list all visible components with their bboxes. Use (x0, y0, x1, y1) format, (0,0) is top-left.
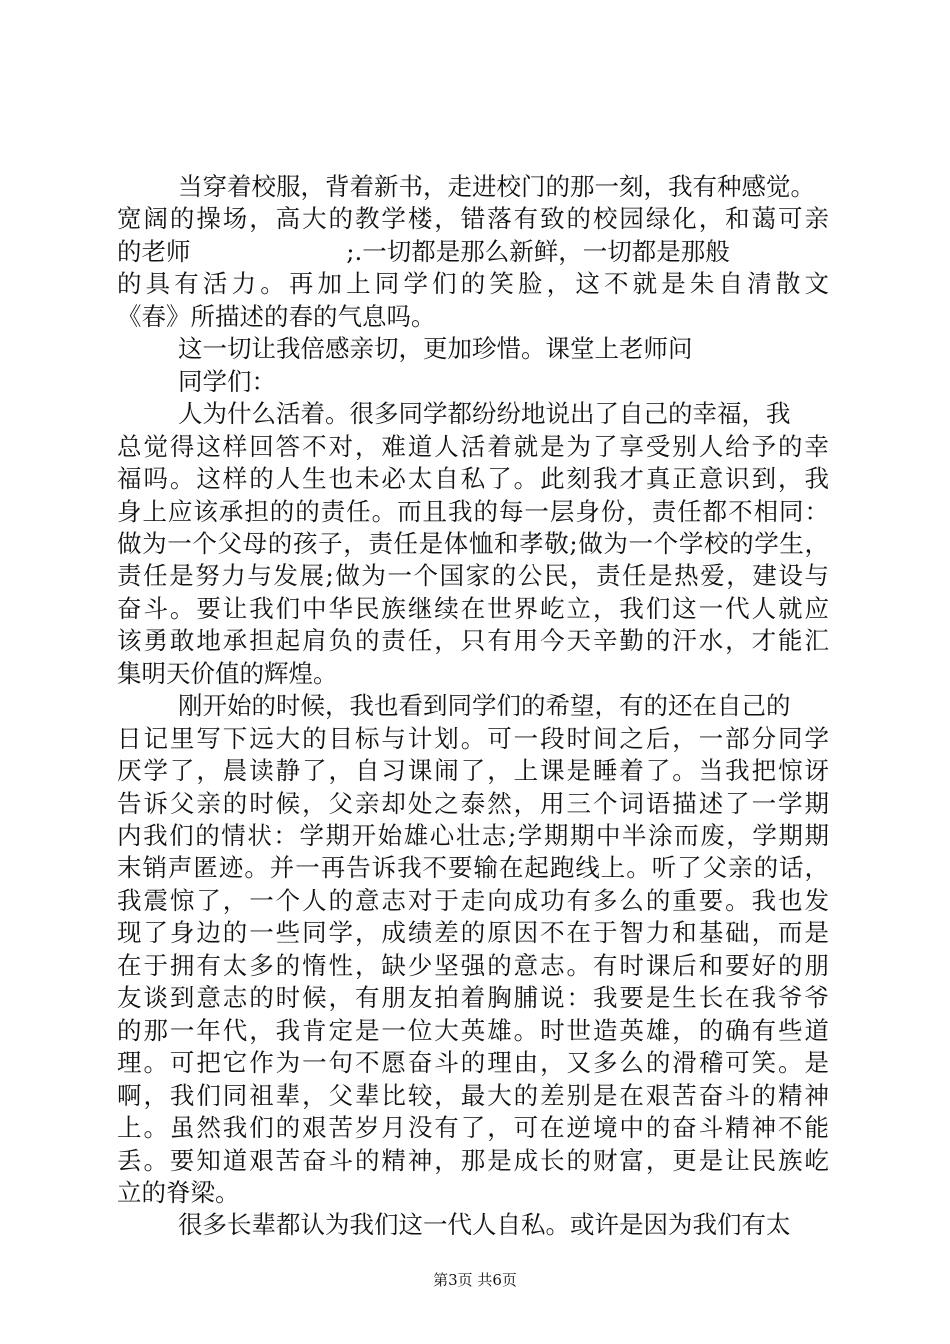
text-line: 宽阔的操场，高大的教学楼，错落有致的校园绿化，和蔼可亲 (117, 204, 829, 234)
text-line: 厌学了，晨读静了，自习课闹了，上课是睡着了。当我把惊讶 (117, 756, 829, 786)
text-line: 责任是努力与发展;做为一个国家的公民，责任是热爱，建设与 (117, 561, 829, 591)
text-line: 的那一年代，我肯定是一位大英雄。时世造英雄，的确有些道 (117, 1015, 829, 1045)
text-line: 啊，我们同祖辈，父辈比较，最大的差别是在艰苦奋斗的精神 (117, 1080, 829, 1110)
text-line: 福吗。这样的人生也未必太自私了。此刻我才真正意识到，我 (117, 464, 829, 494)
text-line: 奋斗。要让我们中华民族继续在世界屹立，我们这一代人就应 (117, 593, 829, 623)
text-line: 理。可把它作为一句不愿奋斗的理由，又多么的滑稽可笑。是 (117, 1048, 829, 1078)
text-line: 人为什么活着。很多同学都纷纷地说出了自己的幸福，我 (178, 399, 791, 429)
text-line: 刚开始的时候，我也看到同学们的希望，有的还在自己的 (178, 691, 791, 721)
text-line: 这一切让我倍感亲切，更加珍惜。课堂上老师问 (178, 334, 693, 364)
text-line: 丢。要知道艰苦奋斗的精神，那是成长的财富，更是让民族屹 (117, 1145, 829, 1175)
text-line: 很多长辈都认为我们这一代人自私。或许是因为我们有太 (178, 1210, 791, 1240)
text-line: 的具有活力。再加上同学们的笑脸，这不就是朱自清散文 (117, 269, 829, 299)
text-line: 日记里写下远大的目标与计划。可一段时间之后，一部分同学 (117, 723, 829, 753)
text-line: 友谈到意志的时候，有朋友拍着胸脯说：我要是生长在我爷爷 (117, 983, 829, 1013)
text-line: 立的脊梁。 (117, 1177, 240, 1207)
text-line: 在于拥有太多的惰性，缺少坚强的意志。有时课后和要好的朋 (117, 950, 829, 980)
text-line: 《春》所描述的春的气息吗。 (117, 301, 436, 331)
page-footer: 第3页 共6页 (433, 1271, 517, 1289)
text-line: 现了身边的一些同学，成绩差的原因不在于智力和基础，而是 (117, 918, 829, 948)
text-line: 当穿着校服，背着新书，走进校门的那一刻，我有种感觉。 (178, 172, 815, 201)
text-line: 身上应该承担的的责任。而且我的每一层身份，责任都不相同： (117, 496, 829, 526)
text-line: 末销声匿迹。并一再告诉我不要输在起跑线上。听了父亲的话， (117, 853, 829, 883)
text-line: 总觉得这样回答不对，难道人活着就是为了享受别人给予的幸 (117, 431, 829, 461)
text-line: 该勇敢地承担起肩负的责任，只有用今天辛勤的汗水，才能汇 (117, 626, 829, 656)
text-line: 我震惊了，一个人的意志对于走向成功有多么的重要。我也发 (117, 885, 829, 915)
text-line: 内我们的情状：学期开始雄心壮志;学期期中半涂而废，学期期 (117, 821, 829, 850)
text-line: 集明天价值的辉煌。 (117, 658, 338, 688)
text-line: 告诉父亲的时候，父亲却处之泰然，用三个词语描述了一学期 (117, 788, 829, 818)
text-line: 上。虽然我们的艰苦岁月没有了，可在逆境中的奋斗精神不能 (117, 1113, 829, 1143)
text-line: 做为一个父母的孩子，责任是体恤和孝敬;做为一个学校的学生， (117, 528, 829, 558)
text-line: 的老师 ;.一切都是那么新鲜，一切都是那般 (117, 236, 730, 266)
text-line: 同学们： (178, 366, 276, 396)
